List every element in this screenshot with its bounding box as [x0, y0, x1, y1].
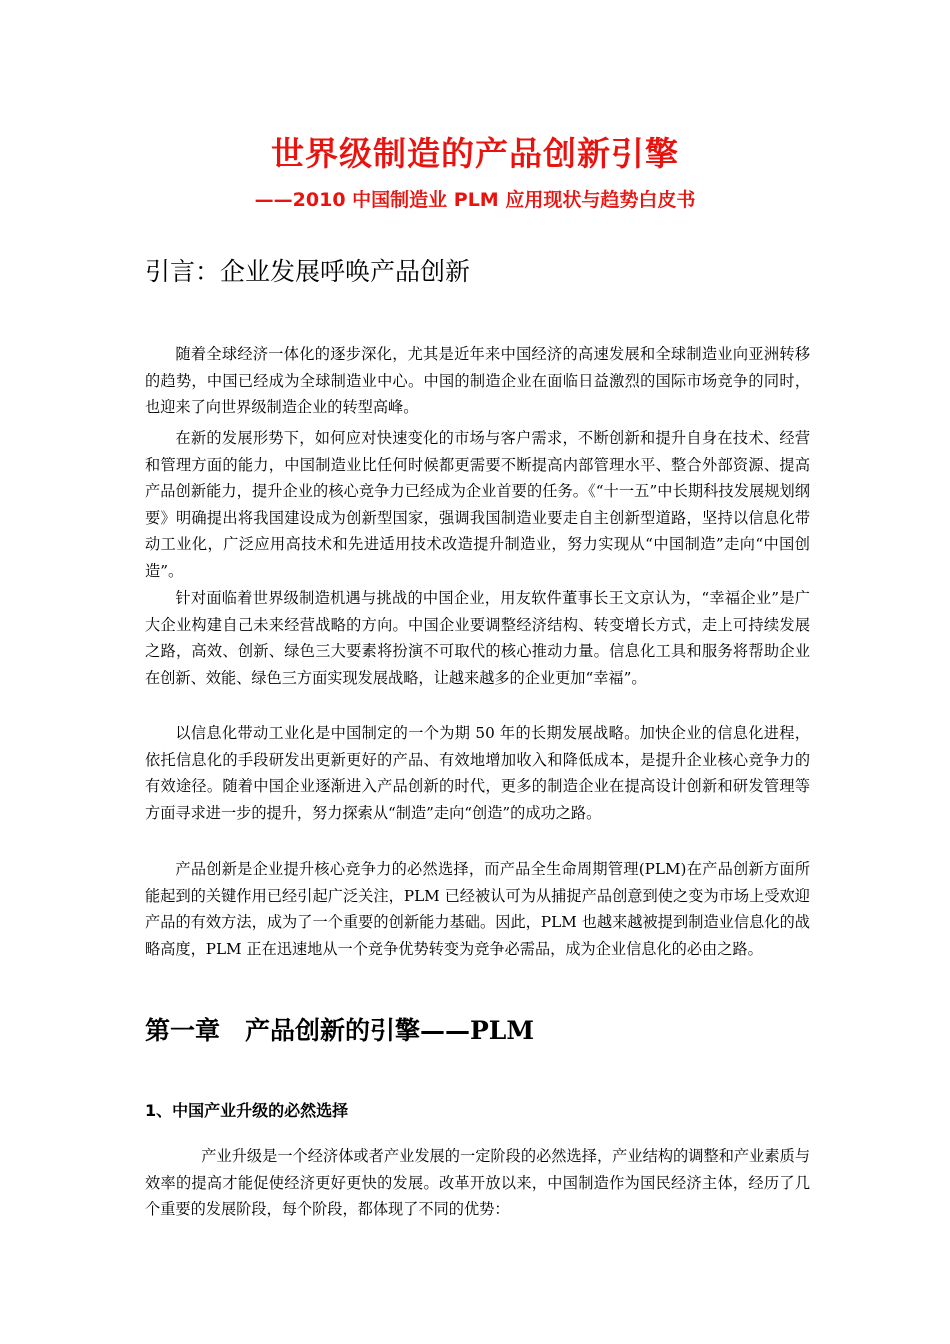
- section-1-paragraph: 产业升级是一个经济体或者产业发展的一定阶段的必然选择，产业结构的调整和产业素质与效率的提高才能促使经济更好更快的发展。改革开放以来，中国制造作为国民经济主体，经历了几个重要的发展阶段，每个阶段，都体现了不同的优势：: [145, 1147, 810, 1219]
- document-title: 世界级制造的产品创新引擎: [271, 134, 679, 173]
- intro-paragraph-5: 产品创新是企业提升核心竞争力的必然选择，而产品全生命周期管理(PLM)在产品创新方面所能起到的关键作用已经引起广泛关注，PLM 已经被认可为从捕捉产品创意到使之变为市场上受欢迎产品的有效方法，成为了一个重要的创新能力基础。因此，PLM 也越来越被提到制造业信息化的战略高度，PLM 正在迅速地从一个竞争优势转变为竞争必需品，成为企业信息化的必由之路。: [145, 860, 810, 958]
- intro-paragraph-3: 针对面临着世界级制造机遇与挑战的中国企业，用友软件董事长王文京认为，“幸福企业”是广大企业构建自己未来经营战略的方向。中国企业要调整经济结构、转变增长方式，走上可持续发展之路，高效、创新、绿色三大要素将扮演不可取代的核心推动力量。信息化工具和服务将帮助企业在创新、效能、绿色三方面实现发展战略，让越来越多的企业更加“幸福”。: [145, 589, 810, 687]
- chapter-1-heading: 第一章 产品创新的引擎——PLM: [145, 1016, 535, 1045]
- section-1-heading: 1、中国产业升级的必然选择: [145, 1101, 349, 1120]
- intro-paragraph-1: 随着全球经济一体化的逐步深化，尤其是近年来中国经济的高速发展和全球制造业向亚洲转移的趋势，中国已经成为全球制造业中心。中国的制造企业在面临日益激烈的国际市场竞争的同时，也迎来了向世界级制造企业的转型高峰。: [145, 345, 810, 417]
- document-subtitle: ——2010 中国制造业 PLM 应用现状与趋势白皮书: [254, 189, 696, 211]
- intro-paragraph-2: 在新的发展形势下，如何应对快速变化的市场与客户需求，不断创新和提升自身在技术、经营和管理方面的能力，中国制造业比任何时候都更需要不断提高内部管理水平、整合外部资源、提高产品创新能力，提升企业的核心竞争力已经成为企业首要的任务。《“十一五”中长期科技发展规划纲要》明确提出将我国建设成为创新型国家，强调我国制造业要走自主创新型道路，坚持以信息化带动工业化，广泛应用高技术和先进适用技术改造提升制造业，努力实现从“中国制造”走向“中国创造”。: [145, 429, 810, 580]
- intro-heading: 引言：企业发展呼唤产品创新: [145, 257, 471, 286]
- intro-paragraph-4: 以信息化带动工业化是中国制定的一个为期 50 年的长期发展战略。加快企业的信息化进程，依托信息化的手段研发出更新更好的产品、有效地增加收入和降低成本，是提升企业核心竞争力的有效途径。随着中国企业逐渐进入产品创新的时代，更多的制造企业在提高设计创新和研发管理等方面寻求进一步的提升，努力探索从“制造”走向“创造”的成功之路。: [145, 724, 810, 822]
